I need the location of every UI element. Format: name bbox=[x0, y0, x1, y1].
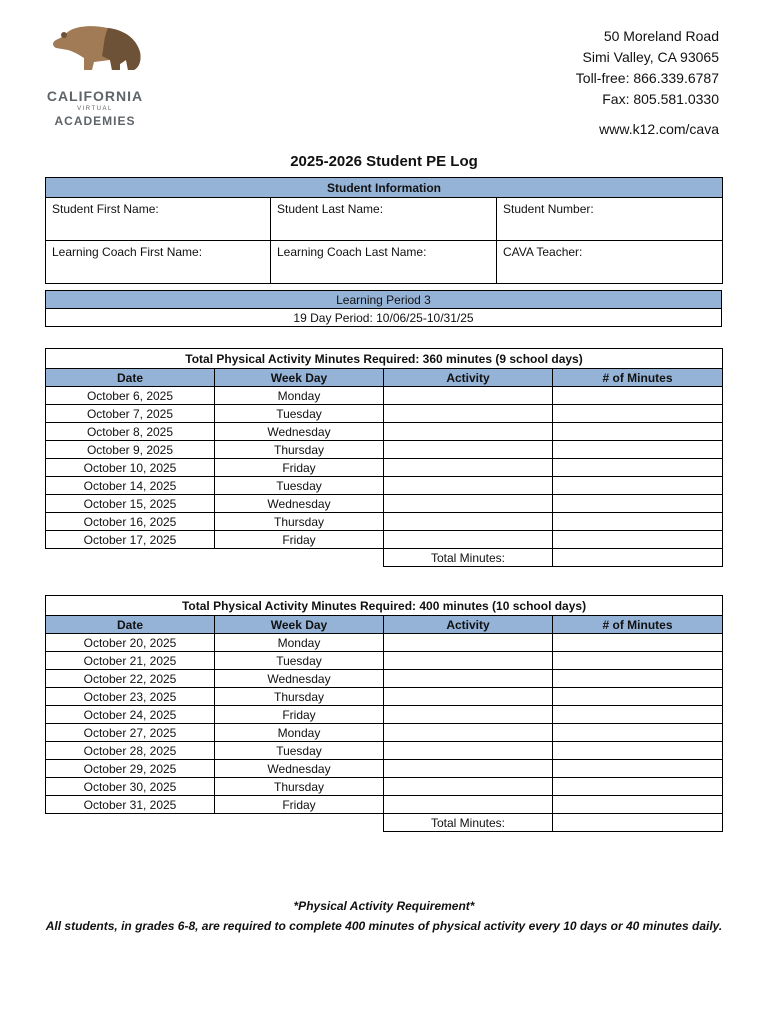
date-cell: October 15, 2025 bbox=[46, 495, 215, 513]
student-number-field[interactable]: Student Number: bbox=[497, 198, 723, 241]
minutes-input-cell[interactable] bbox=[553, 724, 723, 742]
date-cell: October 14, 2025 bbox=[46, 477, 215, 495]
table-row bbox=[46, 796, 723, 814]
coach-last-name-field[interactable]: Learning Coach Last Name: bbox=[271, 241, 497, 284]
minutes-input-cell[interactable] bbox=[553, 670, 723, 688]
minutes-input-cell[interactable] bbox=[553, 796, 723, 814]
date-cell: October 17, 2025 bbox=[46, 531, 215, 549]
minutes-input-cell[interactable] bbox=[553, 706, 723, 724]
date-cell: October 30, 2025 bbox=[46, 778, 215, 796]
column-header-date: Date bbox=[46, 616, 215, 634]
activity-input-cell[interactable] bbox=[384, 760, 553, 778]
weekday-cell: Wednesday bbox=[215, 670, 384, 688]
blank-cell bbox=[215, 814, 384, 832]
activity-input-cell[interactable] bbox=[384, 531, 553, 549]
weekday-cell: Tuesday bbox=[215, 652, 384, 670]
weekday-cell: Wednesday bbox=[215, 495, 384, 513]
student-first-name-field[interactable]: Student First Name: bbox=[46, 198, 271, 241]
total-row bbox=[46, 814, 723, 832]
footer-text: All students, in grades 6-8, are required to complete 400 minutes of physical activity every 10 days or 40 minutes daily. bbox=[45, 919, 723, 933]
learning-period-table bbox=[45, 290, 722, 327]
activity-input-cell[interactable] bbox=[384, 405, 553, 423]
log-title: Total Physical Activity Minutes Required: 360 minutes (9 school days) bbox=[46, 349, 723, 369]
table-row bbox=[46, 531, 723, 549]
total-row bbox=[46, 549, 723, 567]
total-minutes-label: Total Minutes: bbox=[384, 814, 553, 832]
minutes-input-cell[interactable] bbox=[553, 742, 723, 760]
total-minutes-label: Total Minutes: bbox=[384, 549, 553, 567]
weekday-cell: Thursday bbox=[215, 441, 384, 459]
address-city: Simi Valley, CA 93065 bbox=[582, 49, 719, 65]
table-row bbox=[46, 706, 723, 724]
minutes-input-cell[interactable] bbox=[553, 405, 723, 423]
blank-cell bbox=[46, 549, 215, 567]
weekday-cell: Thursday bbox=[215, 688, 384, 706]
date-cell: October 28, 2025 bbox=[46, 742, 215, 760]
minutes-input-cell[interactable] bbox=[553, 423, 723, 441]
date-cell: October 16, 2025 bbox=[46, 513, 215, 531]
weekday-cell: Wednesday bbox=[215, 760, 384, 778]
address-web[interactable]: www.k12.com/cava bbox=[599, 121, 719, 137]
date-cell: October 31, 2025 bbox=[46, 796, 215, 814]
total-minutes-input-cell[interactable] bbox=[553, 549, 723, 567]
blank-cell bbox=[215, 549, 384, 567]
logo-text-california: CALIFORNIA bbox=[46, 88, 144, 104]
column-header-date: Date bbox=[46, 369, 215, 387]
bear-icon bbox=[50, 22, 142, 72]
column-header-weekday: Week Day bbox=[215, 369, 384, 387]
activity-input-cell[interactable] bbox=[384, 724, 553, 742]
logo-text-academies: ACADEMIES bbox=[54, 114, 136, 128]
cava-logo bbox=[40, 20, 150, 130]
date-cell: October 10, 2025 bbox=[46, 459, 215, 477]
activity-input-cell[interactable] bbox=[384, 688, 553, 706]
weekday-cell: Friday bbox=[215, 459, 384, 477]
activity-input-cell[interactable] bbox=[384, 513, 553, 531]
activity-input-cell[interactable] bbox=[384, 634, 553, 652]
table-row bbox=[46, 387, 723, 405]
date-cell: October 29, 2025 bbox=[46, 760, 215, 778]
table-row bbox=[46, 477, 723, 495]
activity-log-table-2 bbox=[45, 595, 723, 832]
column-header-minutes: # of Minutes bbox=[553, 616, 723, 634]
weekday-cell: Friday bbox=[215, 706, 384, 724]
table-row bbox=[46, 495, 723, 513]
learning-period-dates: 19 Day Period: 10/06/25-10/31/25 bbox=[46, 309, 722, 327]
table-row bbox=[46, 670, 723, 688]
table-row bbox=[46, 724, 723, 742]
weekday-cell: Monday bbox=[215, 387, 384, 405]
date-cell: October 27, 2025 bbox=[46, 724, 215, 742]
address-tollfree: Toll-free: 866.339.6787 bbox=[575, 70, 719, 86]
weekday-cell: Wednesday bbox=[215, 423, 384, 441]
minutes-input-cell[interactable] bbox=[553, 495, 723, 513]
minutes-input-cell[interactable] bbox=[553, 513, 723, 531]
footer-note bbox=[0, 896, 768, 936]
date-cell: October 9, 2025 bbox=[46, 441, 215, 459]
address-block bbox=[576, 26, 719, 140]
column-header-minutes: # of Minutes bbox=[553, 369, 723, 387]
logo-text-virtual: VIRTUAL bbox=[77, 106, 113, 112]
total-minutes-input-cell[interactable] bbox=[553, 814, 723, 832]
cava-teacher-field[interactable]: CAVA Teacher: bbox=[497, 241, 723, 284]
activity-input-cell[interactable] bbox=[384, 441, 553, 459]
table-row bbox=[46, 634, 723, 652]
weekday-cell: Monday bbox=[215, 724, 384, 742]
date-cell: October 22, 2025 bbox=[46, 670, 215, 688]
weekday-cell: Thursday bbox=[215, 778, 384, 796]
coach-first-name-field[interactable]: Learning Coach First Name: bbox=[46, 241, 271, 284]
activity-input-cell[interactable] bbox=[384, 778, 553, 796]
address-street: 50 Moreland Road bbox=[603, 28, 719, 44]
table-row bbox=[46, 760, 723, 778]
weekday-cell: Tuesday bbox=[215, 742, 384, 760]
column-header-weekday: Week Day bbox=[215, 616, 384, 634]
activity-input-cell[interactable] bbox=[384, 387, 553, 405]
address-fax: Fax: 805.581.0330 bbox=[602, 91, 719, 107]
student-info-table bbox=[45, 177, 723, 284]
minutes-input-cell[interactable] bbox=[553, 477, 723, 495]
activity-input-cell[interactable] bbox=[384, 495, 553, 513]
date-cell: October 7, 2025 bbox=[46, 405, 215, 423]
table-row bbox=[46, 742, 723, 760]
table-row bbox=[46, 778, 723, 796]
activity-input-cell[interactable] bbox=[384, 706, 553, 724]
activity-input-cell[interactable] bbox=[384, 459, 553, 477]
log-title: Total Physical Activity Minutes Required: 400 minutes (10 school days) bbox=[46, 596, 723, 616]
activity-input-cell[interactable] bbox=[384, 652, 553, 670]
weekday-cell: Thursday bbox=[215, 513, 384, 531]
minutes-input-cell[interactable] bbox=[553, 634, 723, 652]
page-title: 2025-2026 Student PE Log bbox=[290, 153, 478, 170]
table-row bbox=[46, 513, 723, 531]
date-cell: October 20, 2025 bbox=[46, 634, 215, 652]
minutes-input-cell[interactable] bbox=[553, 688, 723, 706]
activity-input-cell[interactable] bbox=[384, 670, 553, 688]
blank-cell bbox=[46, 814, 215, 832]
weekday-cell: Monday bbox=[215, 634, 384, 652]
minutes-input-cell[interactable] bbox=[553, 531, 723, 549]
table-row bbox=[46, 405, 723, 423]
student-info-header: Student Information bbox=[46, 178, 723, 198]
table-row bbox=[46, 652, 723, 670]
date-cell: October 21, 2025 bbox=[46, 652, 215, 670]
footer-heading: *Physical Activity Requirement* bbox=[293, 899, 475, 913]
weekday-cell: Tuesday bbox=[215, 405, 384, 423]
date-cell: October 8, 2025 bbox=[46, 423, 215, 441]
student-last-name-field[interactable]: Student Last Name: bbox=[271, 198, 497, 241]
activity-input-cell[interactable] bbox=[384, 423, 553, 441]
minutes-input-cell[interactable] bbox=[553, 459, 723, 477]
column-header-activity: Activity bbox=[384, 369, 553, 387]
minutes-input-cell[interactable] bbox=[553, 441, 723, 459]
date-cell: October 23, 2025 bbox=[46, 688, 215, 706]
weekday-cell: Tuesday bbox=[215, 477, 384, 495]
activity-input-cell[interactable] bbox=[384, 742, 553, 760]
minutes-input-cell[interactable] bbox=[553, 778, 723, 796]
column-header-activity: Activity bbox=[384, 616, 553, 634]
weekday-cell: Friday bbox=[215, 531, 384, 549]
date-cell: October 6, 2025 bbox=[46, 387, 215, 405]
activity-input-cell[interactable] bbox=[384, 796, 553, 814]
table-row bbox=[46, 441, 723, 459]
weekday-cell: Friday bbox=[215, 796, 384, 814]
activity-input-cell[interactable] bbox=[384, 477, 553, 495]
activity-log-table-1 bbox=[45, 348, 723, 567]
table-row bbox=[46, 688, 723, 706]
minutes-input-cell[interactable] bbox=[553, 760, 723, 778]
minutes-input-cell[interactable] bbox=[553, 652, 723, 670]
table-row bbox=[46, 423, 723, 441]
learning-period-header: Learning Period 3 bbox=[46, 291, 722, 309]
table-row bbox=[46, 459, 723, 477]
date-cell: October 24, 2025 bbox=[46, 706, 215, 724]
minutes-input-cell[interactable] bbox=[553, 387, 723, 405]
